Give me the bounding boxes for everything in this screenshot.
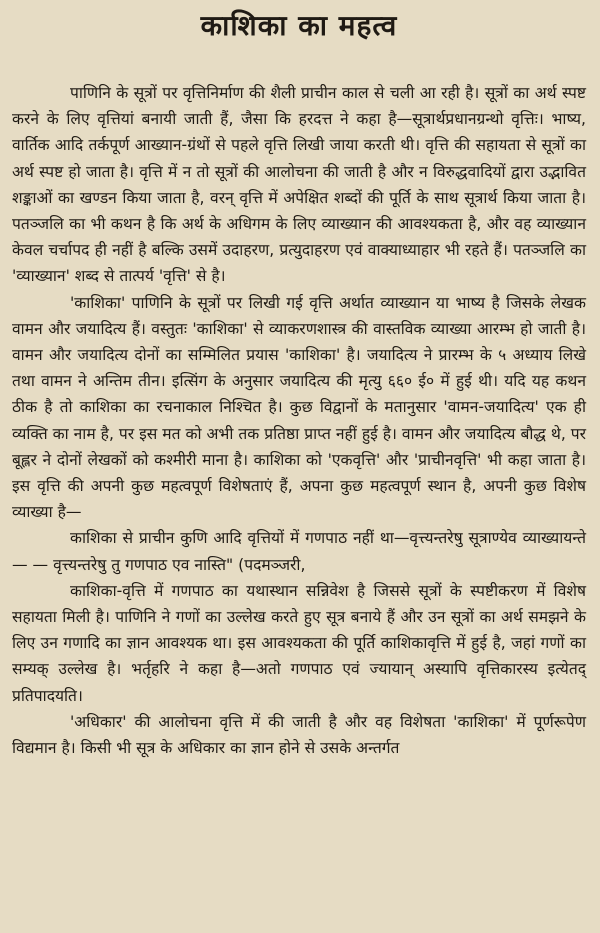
paragraph-ganapatha-quote: काशिका से प्राचीन कुणि आदि वृत्तियों में गणपाठ नहीं था—वृत्त्यन्तरेषु सूत्राण्येव व्याख्यायन्ते — — वृत्त्यन्तरेषु तु गणपाठ एव नास्ति" (पदमञ्जरी, (12, 529, 586, 574)
paragraph-vritti-tradition: पाणिनि के सूत्रों पर वृत्तिनिर्माण की शैली प्राचीन काल से चली आ रही है। सूत्रों का अर्थ स्पष्ट करने के लिए वृत्तियां बनायी जाती हैं, जैसा कि हरदत्त ने कहा है—सूत्रार्थप्रधानग्रन्थो वृत्तिः। भाष्य, वार्तिक आदि तर्कपूर्ण आख्यान-ग्रंथों से पहले वृत्ति लिखी जाया करती थी। वृत्ति की सहायता से सूत्रों का अर्थ स्पष्ट हो जाता है। वृत्ति में न तो सूत्रों की आलोचना की जाती है और न विरुद्धवादियों द्वारा उद्भावित शङ्काओं का खण्डन किया जाता है, वरन् वृत्ति में अपेक्षित शब्दों की पूर्ति के साथ सूत्रार्थ किया जाता है। पतञ्जलि का भी कथन है कि अर्थ के अधिगम के लिए व्याख्यान की आवश्यकता है, और वह व्याख्यान केवल चर्चापद ही नहीं है बल्कि उसमें उदाहरण, प्रत्युदाहरण एवं वाक्याध्याहार भी रहते हैं। पतञ्जलि का 'व्याख्यान' शब्द से तात्पर्य 'वृत्ति' से है। (12, 84, 586, 286)
paragraph-ganapatha-inclusion: काशिका-वृत्ति में गणपाठ का यथास्थान सन्निवेश है जिससे सूत्रों के स्पष्टीकरण में विशेष सहायता मिली है। पाणिनि ने गणों का उल्लेख करते हुए सूत्र बनाये हैं और उन सूत्रों का अर्थ समझने के लिए उन गणादि का ज्ञान आवश्यक था। इस आवश्यकता की पूर्ति काशिकावृत्ति में हुई है, जहां गणों का सम्यक् उल्लेख है। भर्तृहरि ने कहा है—अतो गणपाठ एवं ज्यायान् अस्यापि वृत्तिकारस्य इत्येतद् प्रतिपादयति। (12, 581, 586, 705)
page-title: काशिका का महत्व (200, 9, 398, 42)
paragraph-adhikara: 'अधिकार' की आलोचना वृत्ति में की जाती है और वह विशेषता 'काशिका' में पूर्णरूपेण विद्यमान है। किसी भी सूत्र के अधिकार का ज्ञान होने से उसके अन्तर्गत (12, 712, 586, 758)
paragraph-kashika-authors: 'काशिका' पाणिनि के सूत्रों पर लिखी गई वृत्ति अर्थात व्याख्यान या भाष्य है जिसके लेखक वामन और जयादित्य हैं। वस्तुतः 'काशिका' से व्याकरणशास्त्र की वास्तविक व्याख्या आरम्भ हो जाती है। वामन और जयादित्य दोनों का सम्मिलित प्रयास 'काशिका' है। जयादित्य ने प्रारम्भ के ५ अध्याय लिखे तथा वामन ने अन्तिम तीन। इत्सिंग के अनुसार जयादित्य की मृत्यु ६६० ई० में हुई थी। यदि यह कथन ठीक है तो काशिका का रचनाकाल निश्चित है। कुछ विद्वानों के मतानुसार 'वामन-जयादित्य' एक ही व्यक्ति का नाम है, पर इस मत को अभी तक प्रतिष्ठा प्राप्त नहीं हुई है। वामन और जयादित्य बौद्ध थे, पर बूह्लर ने दोनों लेखकों को कश्मीरी माना है। काशिका को 'एकवृत्ति' और 'प्राचीनवृत्ति' भी कहा जाता है। इस वृत्ति की अपनी कुछ महत्वपूर्ण विशेषताएं हैं, अपना कुछ महत्वपूर्ण स्थान है, अपनी कुछ विशेष व्याख्या है— (12, 293, 586, 522)
